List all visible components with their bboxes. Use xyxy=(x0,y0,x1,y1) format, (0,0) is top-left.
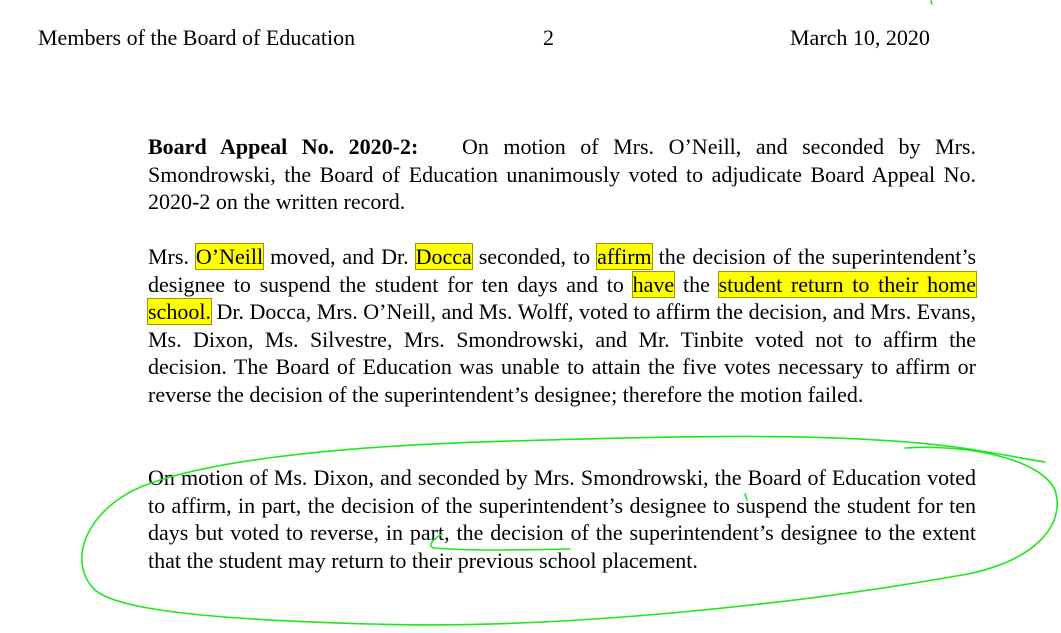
highlight-oneill: O’Neill xyxy=(195,244,264,269)
text-segment: the xyxy=(682,271,710,297)
appeal-motion-text: On motion of Mrs. O’Neill, and seconded by Mrs. Smondrowski, the Board of Education unanimously voted to adjudicate Board Appeal No. 2020-2 on the written record. xyxy=(148,134,976,214)
highlight-affirm: affirm xyxy=(597,244,652,269)
green-dot-mark xyxy=(931,1,932,4)
appeal-heading: Board Appeal No. 2020-2: xyxy=(148,134,419,159)
text-segment: seconded, to xyxy=(478,244,591,269)
paragraph-final-motion: On motion of Ms. Dixon, and seconded by Mrs. Smondrowski, the Board of Education voted to affirm, in part, the decision of the superintendent’s designee to suspend the student for ten days but voted to reverse, in part, the decision of the superintendent’s designee to the extent that the student may return to their previous school placement. xyxy=(148,465,976,573)
text-segment: Dr. Docca, Mrs. O’Neill, and Ms. Wolff, voted to affirm the decision, and Mrs. Evans, Ms. Dixon, Ms. Silvestre, Mrs. Smondrowski, and Mr. Tinbite voted not to affirm the decision. The Board of Education was unable to attain the five votes necessary to affirm or reverse the decision of the superintendent’s designee; therefore the motion failed. xyxy=(148,299,976,407)
text-segment: Mrs. xyxy=(148,244,189,269)
header-board-title: Members of the Board of Education xyxy=(38,25,356,50)
text-segment: the decision of the superintendent’s designee to suspend the student for ten days and to xyxy=(148,244,977,297)
header-date: March 10, 2020 xyxy=(790,25,930,50)
paragraph-failed-motion xyxy=(148,243,976,408)
page-number: 2 xyxy=(543,25,554,50)
text-segment: moved, and Dr. xyxy=(270,244,409,269)
highlight-return-home-school: student return to their home school. xyxy=(148,271,977,324)
highlight-docca: Docca xyxy=(415,244,472,269)
highlight-have: have xyxy=(632,271,675,297)
paragraph-board-appeal xyxy=(148,133,976,216)
